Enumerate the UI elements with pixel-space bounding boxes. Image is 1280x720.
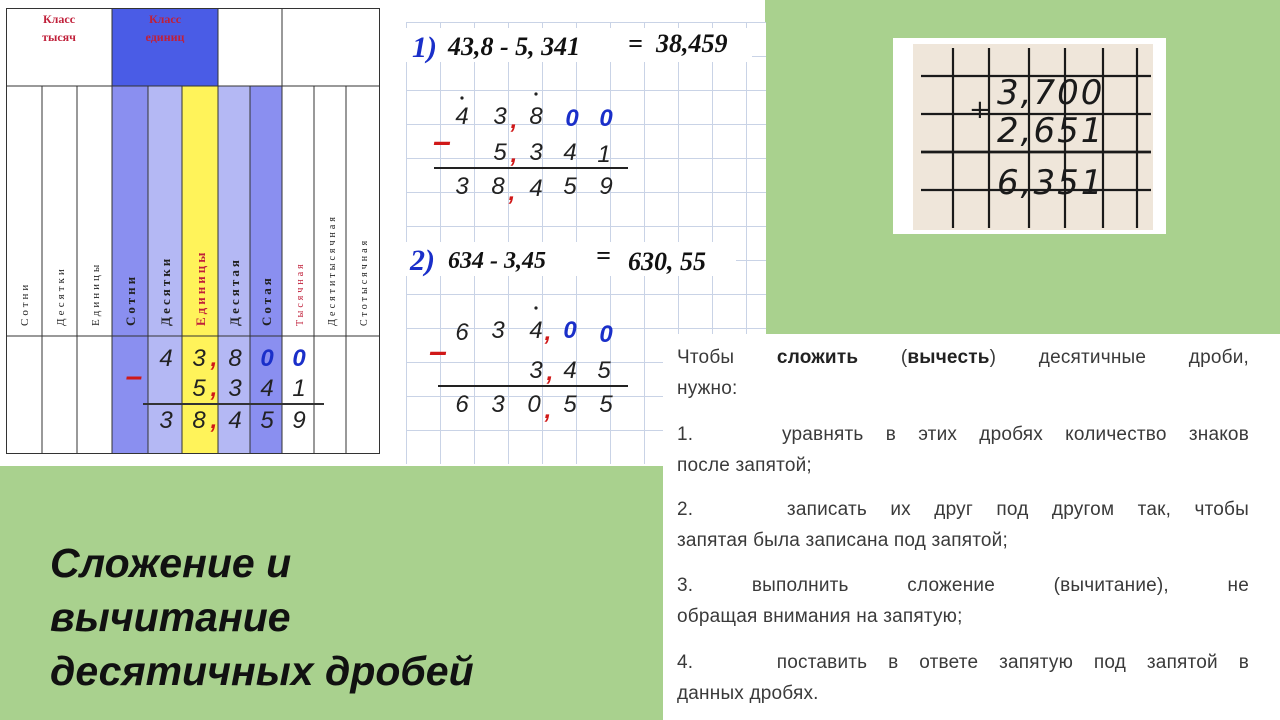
column-label-hundreds-2: Сотни — [123, 273, 138, 326]
example2-row1-comma: , — [544, 319, 552, 346]
example2-minus-sign: – — [429, 333, 447, 369]
example1-row1-digit: 4 — [455, 103, 469, 130]
example2-row2-digit: 4 — [563, 357, 577, 384]
pv-result-comma: , — [210, 407, 218, 434]
example2-answer: 630, 55 — [628, 247, 706, 276]
pv-minus-sign: – — [125, 360, 143, 393]
pv-row2-digit: 5 — [192, 375, 206, 402]
rules-intro-line-1 — [677, 342, 1249, 373]
rules-intro-d: ) десятичные дроби, — [989, 347, 1249, 368]
column-label-tens-2: Десятки — [158, 255, 173, 326]
pv-result-digit: 5 — [260, 407, 274, 434]
example1-result-digit: 9 — [599, 173, 613, 200]
page-title — [50, 536, 570, 698]
example2-result-digit: 5 — [599, 391, 613, 418]
photo-addend-2: 2,651 — [997, 111, 1105, 151]
example2-row1-digit: 0 — [599, 321, 613, 348]
example1-row2-digit: 4 — [563, 139, 577, 166]
rule-item-3-line-2: обращая внимания на запятую; — [677, 606, 963, 627]
example2-row1-digit: 6 — [455, 319, 469, 346]
example1-minus-sign: – — [433, 123, 451, 159]
pv-row2-digit: 1 — [292, 375, 306, 402]
pv-row1-digit: 4 — [159, 345, 173, 372]
example2-row1-digit: 3 — [491, 317, 505, 344]
pv-row1-comma: , — [210, 345, 218, 372]
example2-row2-digit: 3 — [529, 357, 543, 384]
pv-result-digit: 3 — [159, 407, 173, 434]
example2-result-digit: 5 — [563, 391, 577, 418]
pv-result-digit: 9 — [292, 407, 306, 434]
example1-row1-digit: 8 — [529, 103, 543, 130]
pv-row2-digit: 4 — [260, 375, 274, 402]
column-label-hundred-thousandths: Стотысячная — [359, 237, 370, 326]
rule-item-1-line-1: 1. уравнять в этих дробях количество знаков — [677, 424, 1249, 445]
rules-intro-subtract: вычесть — [907, 347, 990, 368]
rule-item-4-line-2: данных дробях. — [677, 683, 819, 704]
example1-row2-comma: , — [510, 141, 518, 168]
example2-equation: 634 - 3,45 — [448, 248, 546, 274]
example1-row2-digit: 3 — [529, 139, 543, 166]
pv-result-digit: 8 — [192, 407, 206, 434]
column-label-tenths: Десятая — [227, 257, 242, 326]
title-line-2: вычитание — [50, 594, 291, 640]
example2-result-comma: , — [544, 397, 552, 424]
class-thousands-label-1: Класс — [42, 12, 76, 26]
pv-row2-comma: , — [210, 375, 218, 402]
example1-equation: 43,8 - 5, 341 — [448, 32, 581, 61]
pv-result-digit: 4 — [228, 407, 242, 434]
example1-number: 1) — [412, 31, 437, 64]
title-line-1: Сложение и — [50, 540, 292, 586]
rules-intro-line-2: нужно: — [677, 378, 738, 399]
example1-row1-digit: 3 — [493, 103, 507, 130]
pv-row1-digit: 8 — [228, 345, 242, 372]
place-value-table — [6, 8, 380, 454]
column-label-units-1: Единицы — [90, 261, 102, 326]
example1-result-digit: 5 — [563, 173, 577, 200]
example2-row1-digit: 4 — [529, 317, 543, 344]
example1-result-comma: , — [508, 179, 516, 206]
example1-result-digit: 3 — [455, 173, 469, 200]
example1-answer: 38,459 — [656, 29, 728, 58]
title-line-3: десятичных дробей — [50, 648, 474, 694]
example1-result-digit: 8 — [491, 173, 505, 200]
pv-row1-digit: 0 — [292, 345, 306, 372]
rule-item-3-line-1: 3. выполнить сложение (вычитание), не — [677, 575, 1249, 596]
column-label-tens-1: Десятки — [55, 266, 67, 326]
example1-row2-digit: 5 — [493, 139, 507, 166]
column-label-hundredths: Сотая — [259, 275, 274, 326]
pv-row1-digit: 3 — [192, 345, 206, 372]
column-label-ten-thousandths: Десятитысячная — [327, 214, 338, 326]
rules-intro-add: сложить — [776, 347, 859, 368]
example2-result-digit: 0 — [527, 391, 541, 418]
example2-equals: = — [596, 241, 611, 270]
rules-panel — [663, 334, 1280, 720]
column-label-hundreds-1: Сотни — [19, 281, 31, 326]
example2-number: 2) — [410, 244, 435, 277]
example1-row1-digit: 0 — [599, 105, 613, 132]
rule-item-2-line-1: 2. записать их друг под другом так, чтобы — [677, 499, 1249, 520]
class-thousands-label-2: тысяч — [42, 30, 76, 44]
rules-intro-a: Чтобы — [677, 347, 735, 368]
example1-row1-digit: 0 — [565, 105, 579, 132]
column-label-thousandths: Тысячная — [295, 261, 306, 326]
example1-result-digit: 4 — [529, 175, 543, 202]
example1-row2-digit: 1 — [597, 141, 611, 168]
class-units-label-1: Класс — [148, 12, 182, 26]
example1-equals: = — [628, 29, 643, 58]
example2-result-digit: 6 — [455, 391, 469, 418]
example2-result-digit: 3 — [491, 391, 505, 418]
photo-sum: 6,351 — [997, 163, 1105, 203]
rule-item-1-line-2: после запятой; — [677, 455, 812, 476]
photo-plus-sign: + — [969, 95, 991, 125]
pv-row1-digit: 0 — [260, 345, 274, 372]
rule-item-4-line-1: 4. поставить в ответе запятую под запятой в — [677, 652, 1249, 673]
rule-item-2-line-2: запятая была записана под запятой; — [677, 530, 1008, 551]
handwritten-addition-photo — [893, 38, 1166, 234]
example1-row1-comma: , — [510, 107, 518, 134]
rules-intro-paren-open: ( — [900, 347, 908, 368]
class-units-label-2: единиц — [145, 30, 185, 44]
example2-row2-digit: 5 — [597, 357, 611, 384]
pv-row2-digit: 3 — [228, 375, 242, 402]
example2-row1-digit: 0 — [563, 317, 577, 344]
example2-row2-comma: , — [546, 359, 554, 386]
photo-addend-1: 3,700 — [997, 73, 1105, 113]
column-label-units-2: Единицы — [193, 249, 208, 326]
